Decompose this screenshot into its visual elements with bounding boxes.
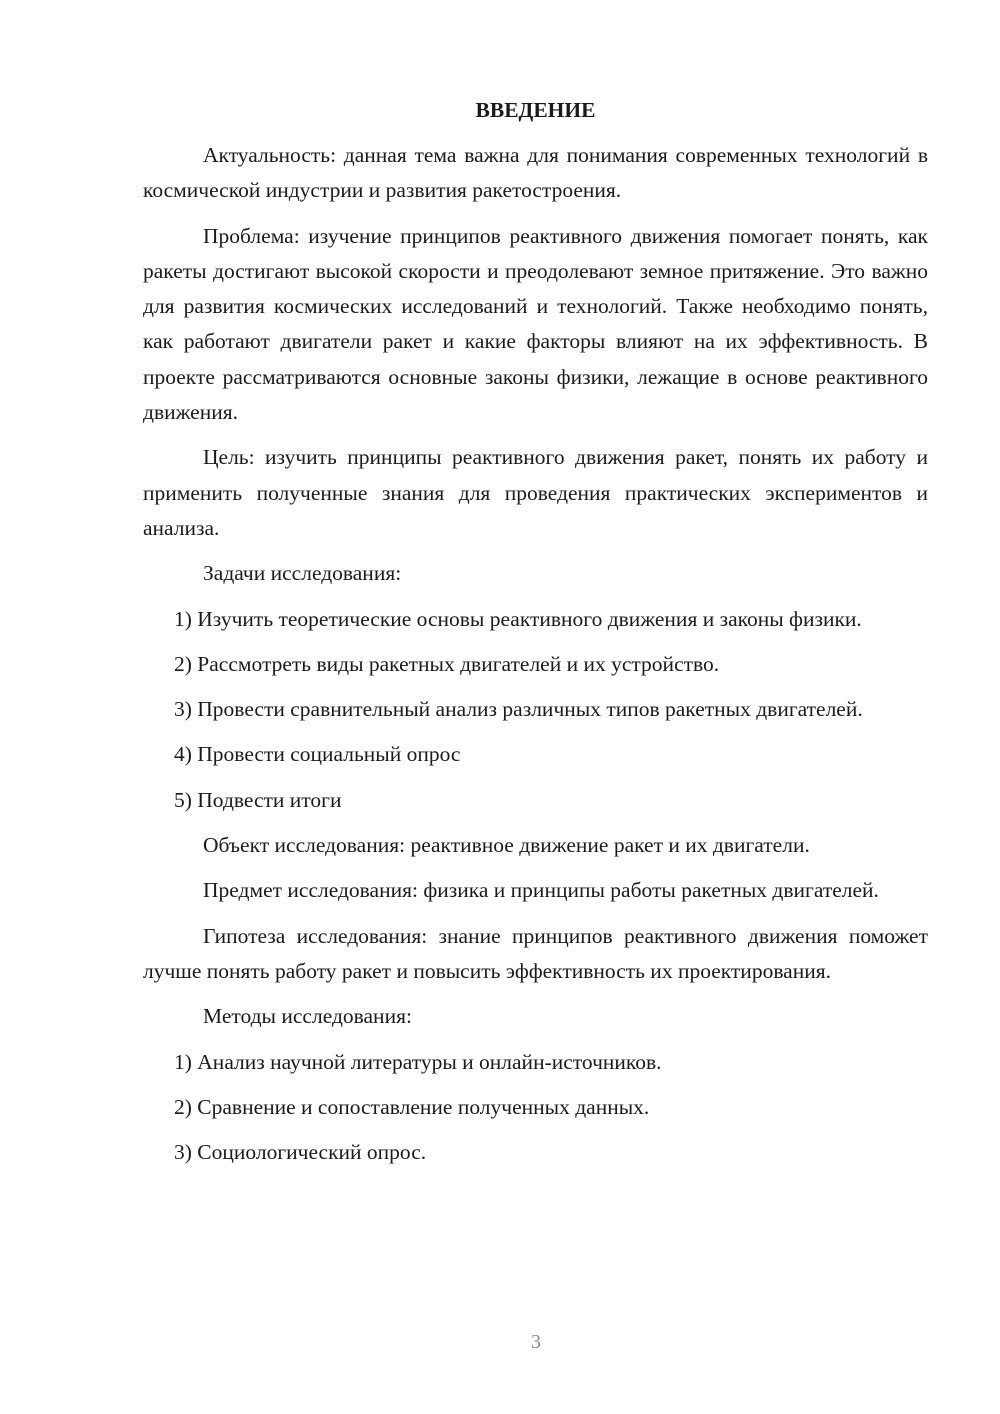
relevance-paragraph: Актуальность: данная тема важна для понимания современных технологий в космической индустрии и развития ракетостроения. [143, 143, 928, 203]
page-number: 3 [531, 1331, 541, 1353]
task-item: 4) Провести социальный опрос [174, 742, 461, 767]
goal-paragraph: Цель: изучить принципы реактивного движения ракет, понять их работу и применить полученные знания для проведения практических экспериментов и анализа. [143, 445, 928, 540]
methods-heading: Методы исследования: [203, 1004, 412, 1029]
task-item: 5) Подвести итоги [174, 787, 342, 812]
document-page [143, 93, 928, 1180]
object-paragraph: Объект исследования: реактивное движение ракет и их двигатели. [203, 833, 810, 858]
tasks-heading: Задачи исследования: [203, 561, 402, 586]
problem-paragraph: Проблема: изучение принципов реактивного движения помогает понять, как ракеты достигают высокой скорости и преодолевают земное притяжение. Это важно для развития космических исследований и технологий. Также необходимо понять, как работают двигатели ракет и какие факторы влияют на их эффективность. В проекте рассматриваются основные законы физики, лежащие в основе реактивного движения. [143, 223, 928, 425]
subject-paragraph: Предмет исследования: физика и принципы работы ракетных двигателей. [203, 878, 879, 903]
method-item: 3) Социологический опрос. [174, 1140, 427, 1165]
task-item: 3) Провести сравнительный анализ различных типов ракетных двигателей. [174, 697, 863, 722]
task-item: 2) Рассмотреть виды ракетных двигателей и их устройство. [174, 651, 720, 676]
task-item: 1) Изучить теоретические основы реактивного движения и законы физики. [174, 606, 862, 631]
section-title: ВВЕДЕНИЕ [475, 98, 596, 122]
method-item: 2) Сравнение и сопоставление полученных данных. [174, 1094, 650, 1119]
method-item: 1) Анализ научной литературы и онлайн-источников. [174, 1049, 662, 1074]
hypothesis-paragraph: Гипотеза исследования: знание принципов реактивного движения поможет лучше понять работу ракет и повысить эффективность их проектирования. [143, 923, 928, 983]
